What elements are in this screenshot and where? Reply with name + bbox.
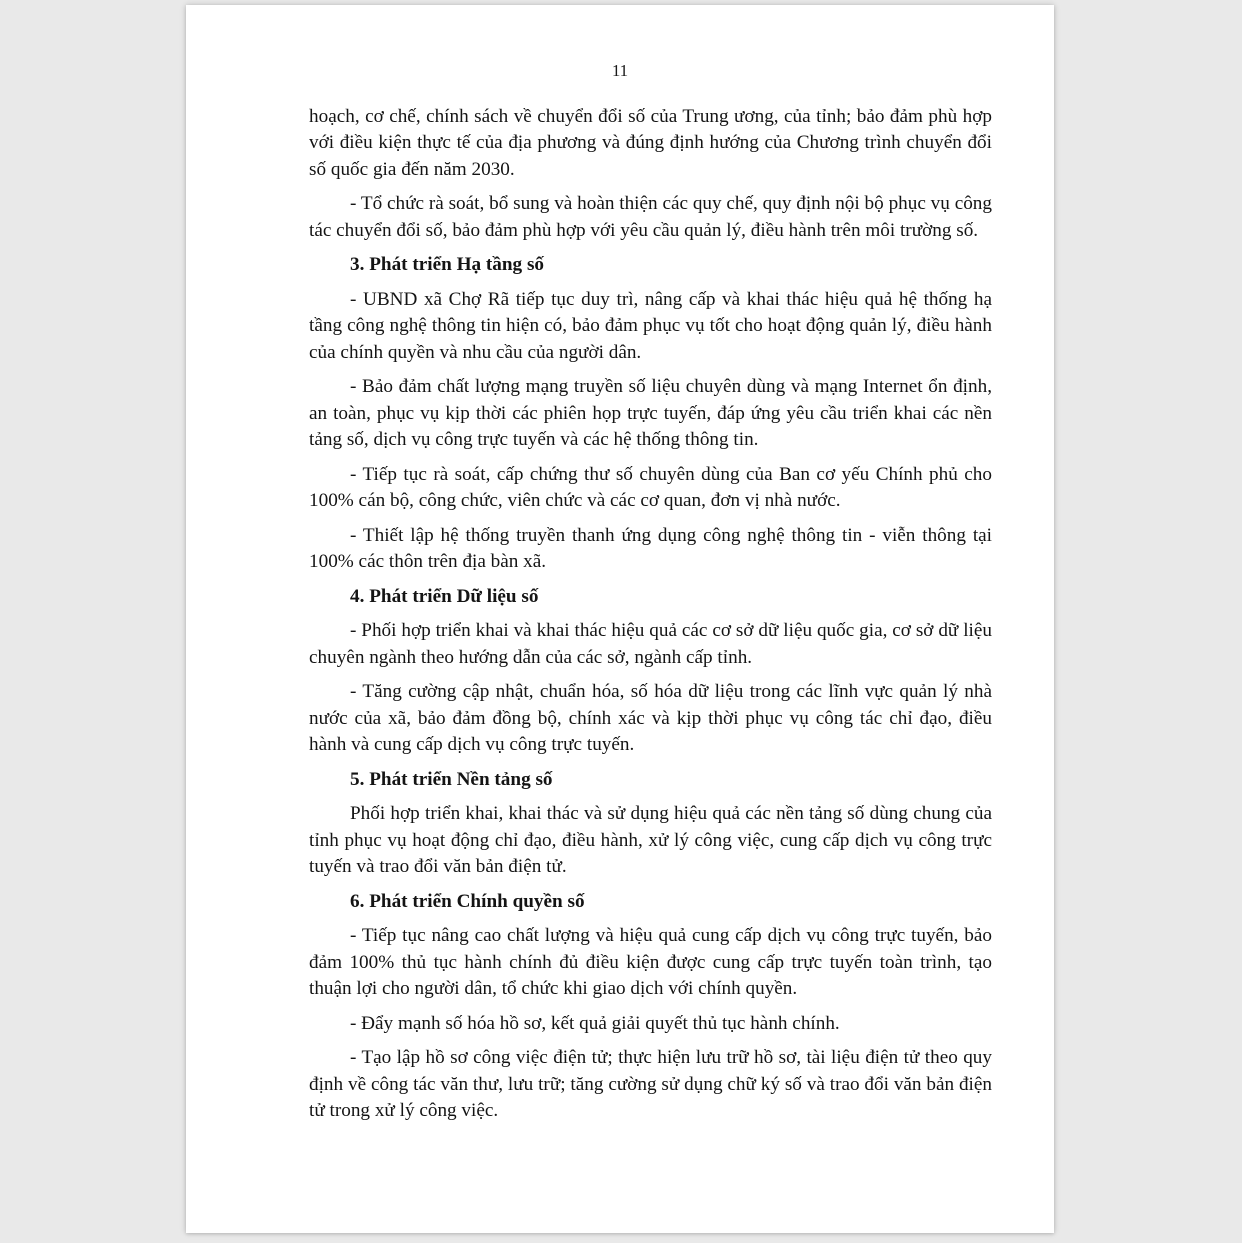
paragraph-it-infrastructure: - UBND xã Chợ Rã tiếp tục duy trì, nâng cấp và khai thác hiệu quả hệ thống hạ tầng công nghệ thông tin hiện có, bảo đảm phục vụ tốt cho hoạt động quản lý, điều hành của chính quyền và nhu cầu của người dân. <box>309 289 992 363</box>
paragraph-online-public-services: - Tiếp tục nâng cao chất lượng và hiệu quả cung cấp dịch vụ công trực tuyến, bảo đảm 100% thủ tục hành chính đủ điều kiện được cung cấp trực tuyến toàn trình, tạo thuận lợi cho người dân, tổ chức khi giao dịch với chính quyền. <box>309 925 992 1000</box>
paragraph-shared-platforms: Phối hợp triển khai, khai thác và sử dụng hiệu quả các nền tảng số dùng chung của tỉnh phục vụ hoạt động chỉ đạo, điều hành, xử lý công việc, cung cấp dịch vụ công trực tuyến và trao đổi văn bản điện tử. <box>309 803 992 878</box>
paragraph-internal-regulations: - Tổ chức rà soát, bổ sung và hoàn thiện các quy chế, quy định nội bộ phục vụ công tác chuyển đổi số, bảo đảm phù hợp với yêu cầu quản lý, điều hành trên môi trường số. <box>309 193 992 241</box>
paragraph-data-digitization: - Tăng cường cập nhật, chuẩn hóa, số hóa dữ liệu trong các lĩnh vực quản lý nhà nước của xã, bảo đảm đồng bộ, chính xác và kịp thời phục vụ công tác chỉ đạo, điều hành và cung cấp dịch vụ công trực tuyến. <box>309 681 992 756</box>
paragraph-continuation: hoạch, cơ chế, chính sách về chuyển đổi số của Trung ương, của tỉnh; bảo đảm phù hợp với điều kiện thực tế của địa phương và đúng định hướng của Chương trình chuyển đổi số quốc gia đến năm 2030. <box>309 106 992 180</box>
document-page <box>186 5 1054 1233</box>
section-heading-digital-data: 4. Phát triển Dữ liệu số <box>350 585 539 607</box>
paragraph-network-quality: - Bảo đảm chất lượng mạng truyền số liệu chuyên dùng và mạng Internet ổn định, an toàn, phục vụ kịp thời các phiên họp trực tuyến, đáp ứng yêu cầu triển khai các nền tảng số, dịch vụ công trực tuyến và các hệ thống thông tin. <box>309 376 992 451</box>
section-heading-digital-platforms: 5. Phát triển Nền tảng số <box>350 768 553 790</box>
paragraph-national-databases: - Phối hợp triển khai và khai thác hiệu quả các cơ sở dữ liệu quốc gia, cơ sở dữ liệu chuyên ngành theo hướng dẫn của các sở, ngành cấp tỉnh. <box>309 620 992 668</box>
paragraph-broadcast-system: - Thiết lập hệ thống truyền thanh ứng dụng công nghệ thông tin - viễn thông tại 100% các thôn trên địa bàn xã. <box>309 524 992 573</box>
paragraph-electronic-records: - Tạo lập hồ sơ công việc điện tử; thực hiện lưu trữ hồ sơ, tài liệu điện tử theo quy định về công tác văn thư, lưu trữ; tăng cường sử dụng chữ ký số và trao đổi văn bản điện tử trong xử lý công việc. <box>309 1047 992 1122</box>
paragraph-digital-certificates: - Tiếp tục rà soát, cấp chứng thư số chuyên dùng của Ban cơ yếu Chính phủ cho 100% cán bộ, công chức, viên chức và các cơ quan, đơn vị nhà nước. <box>309 463 992 512</box>
page-number: 11 <box>611 61 629 80</box>
document-body <box>309 104 992 1133</box>
paragraph-records-digitization: - Đẩy mạnh số hóa hồ sơ, kết quả giải quyết thủ tục hành chính. <box>350 1012 840 1034</box>
section-heading-digital-infrastructure: 3. Phát triển Hạ tầng số <box>350 254 545 276</box>
section-heading-digital-government: 6. Phát triển Chính quyền số <box>350 890 585 912</box>
